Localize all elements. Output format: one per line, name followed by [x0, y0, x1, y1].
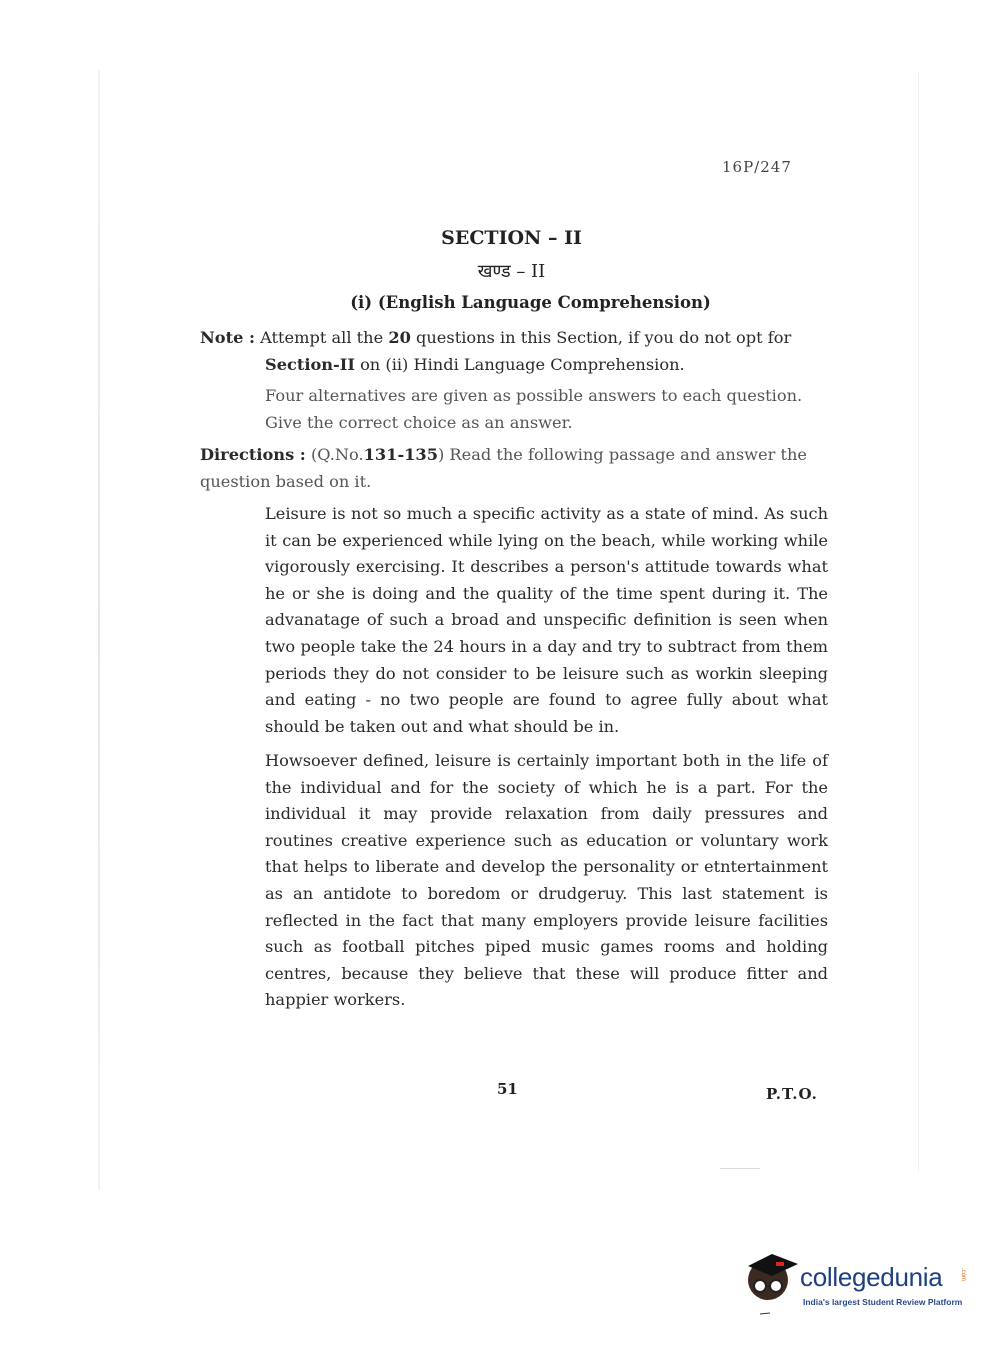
- note-alternatives: Four alternatives are given as possible answers to each question. Give the correct choice as an answer.: [265, 386, 803, 432]
- pto-label: P.T.O.: [766, 1085, 818, 1103]
- directions-block: [200, 442, 830, 495]
- passage-paragraph-1: Leisure is not so much a specific activity as a state of mind. As such it can be experienced while lying on the beach, while working while vigorously exercising. It describes a person's attitude towards what he or she is doing and the quality of the time spent during it. The advanatage of such a broad and unspecific definition is seen when two people take the 24 hours in a day and try to subtract from them periods they do not consider to be leisure such as workin sleeping and eating - no two people are found to agree fully about what should be taken out and what should be in.: [265, 504, 828, 736]
- section-title: SECTION – II: [441, 227, 582, 249]
- note-section-ref: Section-II: [265, 354, 355, 374]
- directions-text-b: ) Read the following passage and answer the question based on it.: [200, 445, 807, 491]
- note-count: 20: [388, 328, 411, 347]
- passage-paragraph-2: Howsoever defined, leisure is certainly important both in the life of the individual and for the society of which he is a part. For the individual it may provide relaxation from daily pressures and routines creative experience such as education or voluntary work that helps to liberate and develop the personality or etntertainment as an antidote to boredom or drudgeruy. This last statement is reflected in the fact that many employers provide leisure facilities such as football pitches piped music games rooms and holding centres, because they believe that these will produce fitter and happier workers.: [265, 751, 828, 1010]
- note-block: [200, 325, 830, 378]
- glasses-right-icon: [770, 1280, 782, 1292]
- cap-tassel-icon: [776, 1262, 784, 1266]
- note-text-b: questions in this Section, if you do not opt for: [416, 328, 792, 347]
- note-text-c: on (ii) Hindi Language Comprehension.: [360, 354, 685, 374]
- logo-mark-icon: [760, 1313, 770, 1314]
- section-subtitle: (i) (English Language Comprehension): [350, 293, 711, 312]
- brand-tagline: India's largest Student Review Platform: [803, 1297, 963, 1307]
- section-title-hindi: खण्ड – II: [477, 261, 546, 282]
- note-label: Note :: [200, 328, 255, 347]
- brand-name: collegedunia: [800, 1262, 943, 1292]
- page-number: 51: [497, 1080, 518, 1098]
- brand-domain: .com: [960, 1268, 966, 1282]
- note-continuation: [200, 352, 830, 379]
- glasses-left-icon: [754, 1280, 766, 1292]
- directions-label: Directions :: [200, 445, 306, 464]
- note-text-a: Attempt all the: [260, 328, 384, 347]
- directions-range: 131-135: [363, 445, 438, 464]
- scan-mark: [720, 1168, 760, 1169]
- directions-text-a: (Q.No.: [310, 445, 364, 464]
- paper-code: 16P/247: [722, 158, 792, 176]
